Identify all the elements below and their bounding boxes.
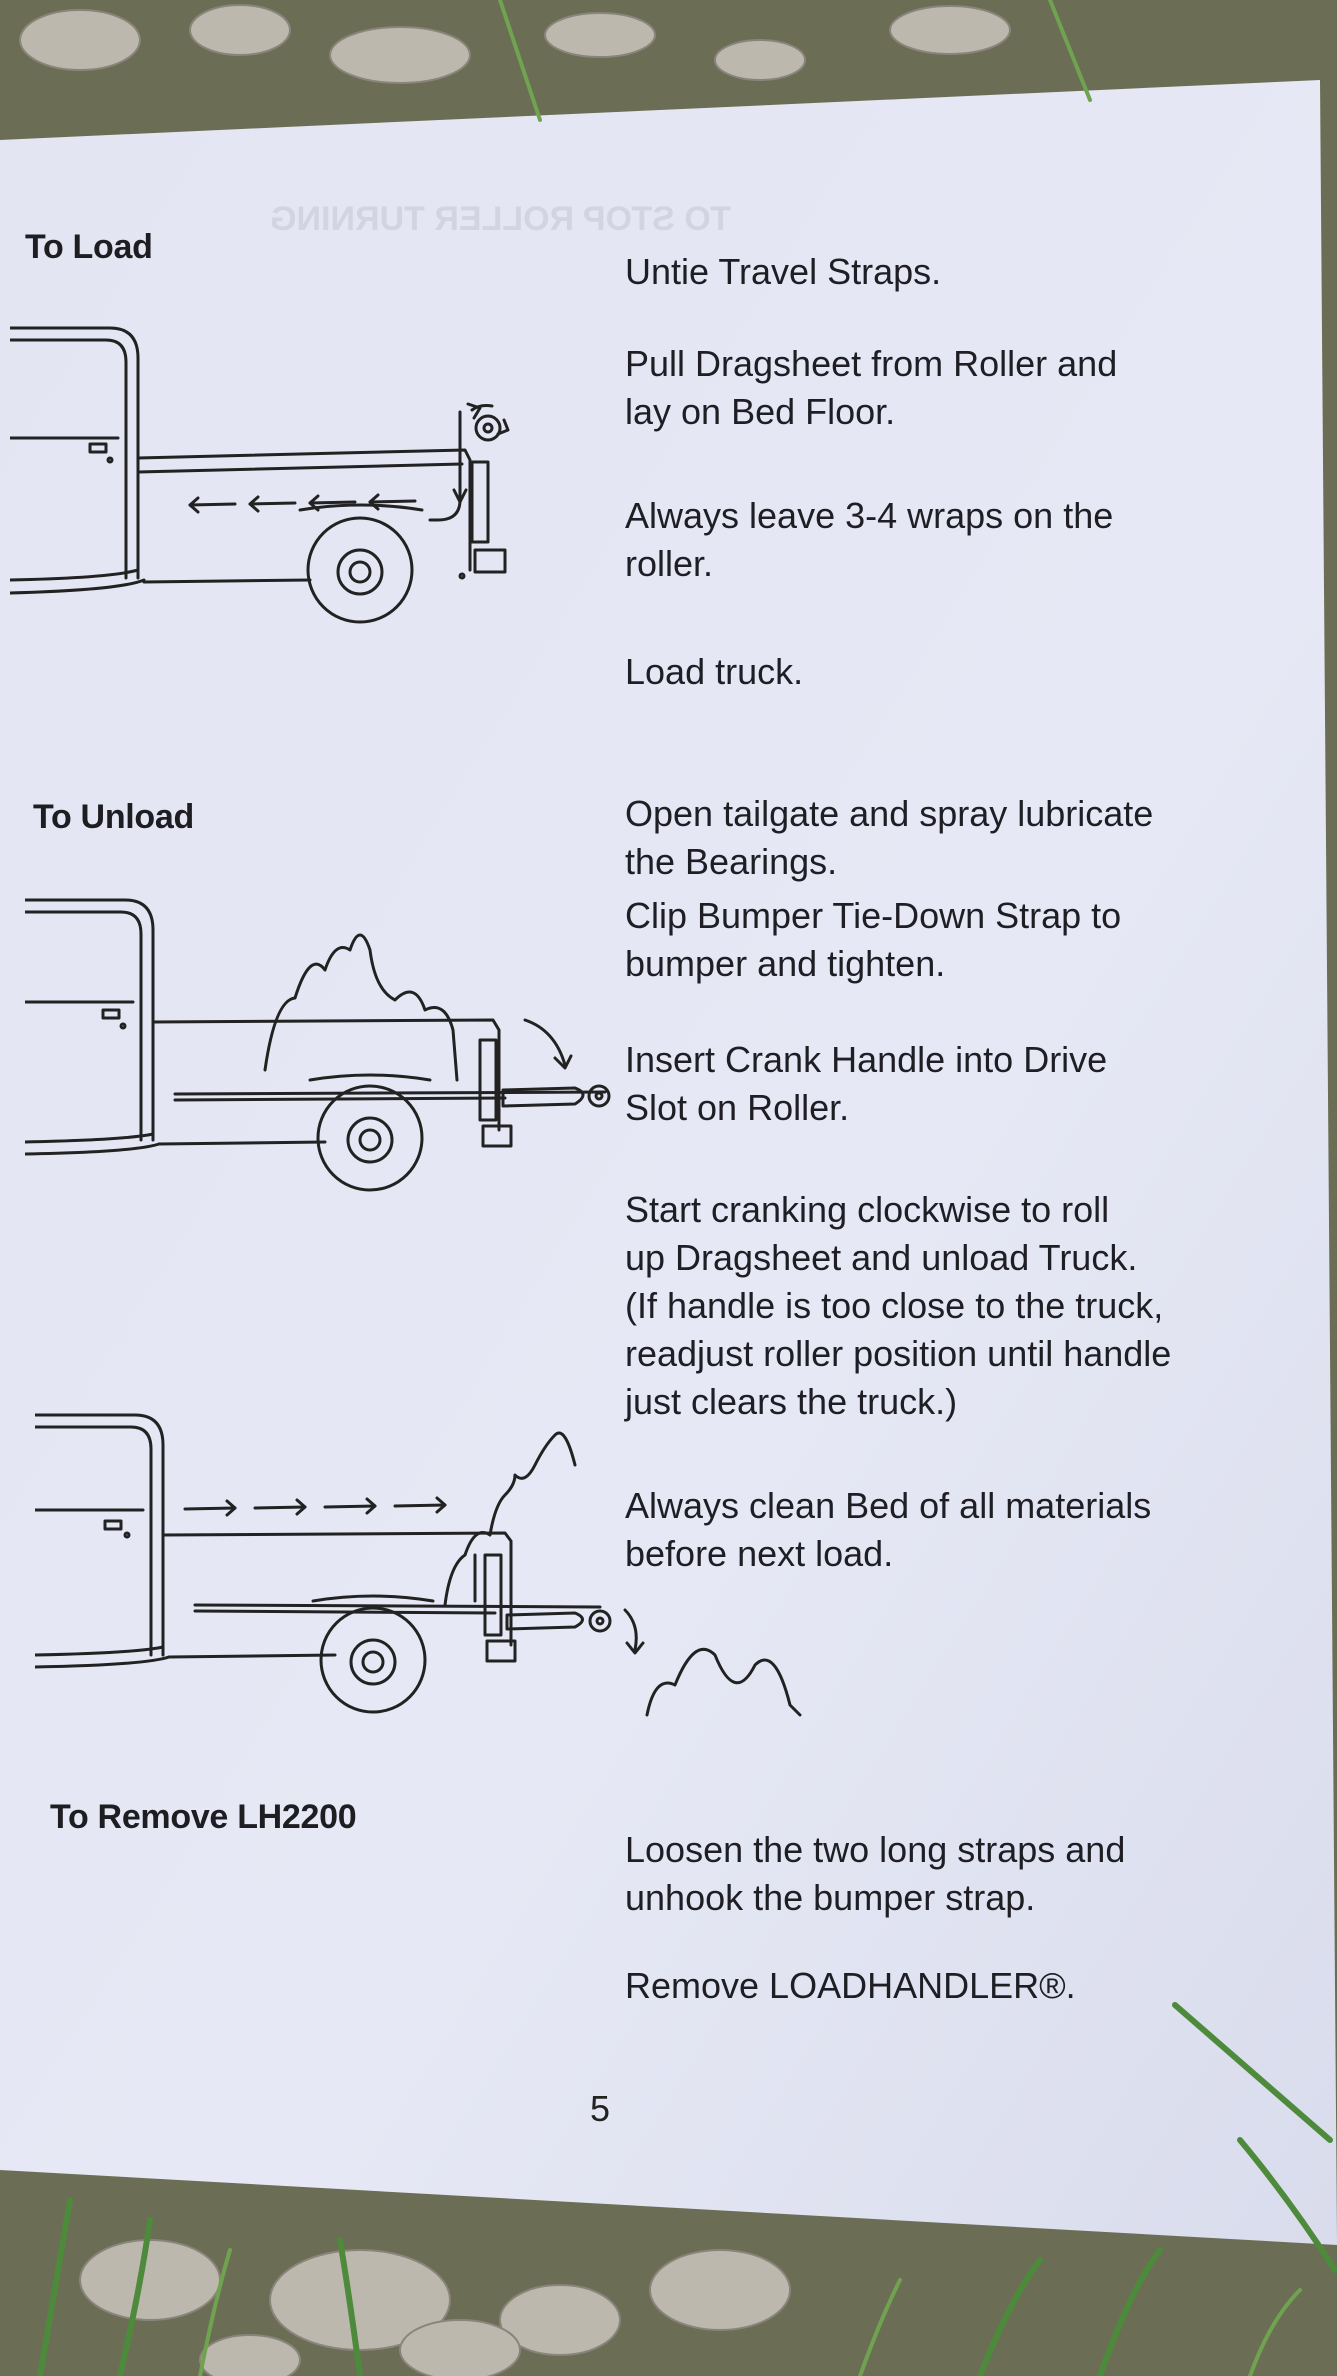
- load-diagram: [10, 310, 570, 630]
- unload-diagram: [25, 890, 625, 1210]
- remove-step-2: Remove LOADHANDLER®.: [625, 1965, 1076, 2006]
- heading-to-remove: To Remove LH2200: [50, 1798, 357, 1836]
- heading-to-unload: To Unload: [33, 798, 194, 836]
- load-step-2: Pull Dragsheet from Roller and lay on Bed Floor.: [625, 343, 1118, 432]
- unload-step-1: Open tailgate and spray lubricate the Bearings.: [625, 793, 1154, 882]
- page-number: 5: [590, 2088, 611, 2129]
- load-step-1: Untie Travel Straps.: [625, 251, 942, 292]
- show-through-text: TO STOP ROLLER TURNING: [270, 200, 731, 238]
- load-step-3: Always leave 3-4 wraps on the roller.: [625, 495, 1114, 584]
- clean-bed-diagram: [35, 1405, 835, 1725]
- unload-step-5: Always clean Bed of all materials before next load.: [625, 1485, 1152, 1574]
- load-step-4: Load truck.: [625, 651, 804, 692]
- unload-step-4: Start cranking clockwise to roll up Dragsheet and unload Truck. (If handle is too close to the truck, readjust roller position until handle just clears the truck.): [625, 1189, 1172, 1422]
- remove-step-1: Loosen the two long straps and unhook the bumper strap.: [625, 1829, 1126, 1918]
- unload-step-2: Clip Bumper Tie-Down Strap to bumper and tighten.: [625, 895, 1122, 984]
- heading-to-load: To Load: [25, 228, 153, 266]
- unload-step-3: Insert Crank Handle into Drive Slot on Roller.: [625, 1039, 1108, 1128]
